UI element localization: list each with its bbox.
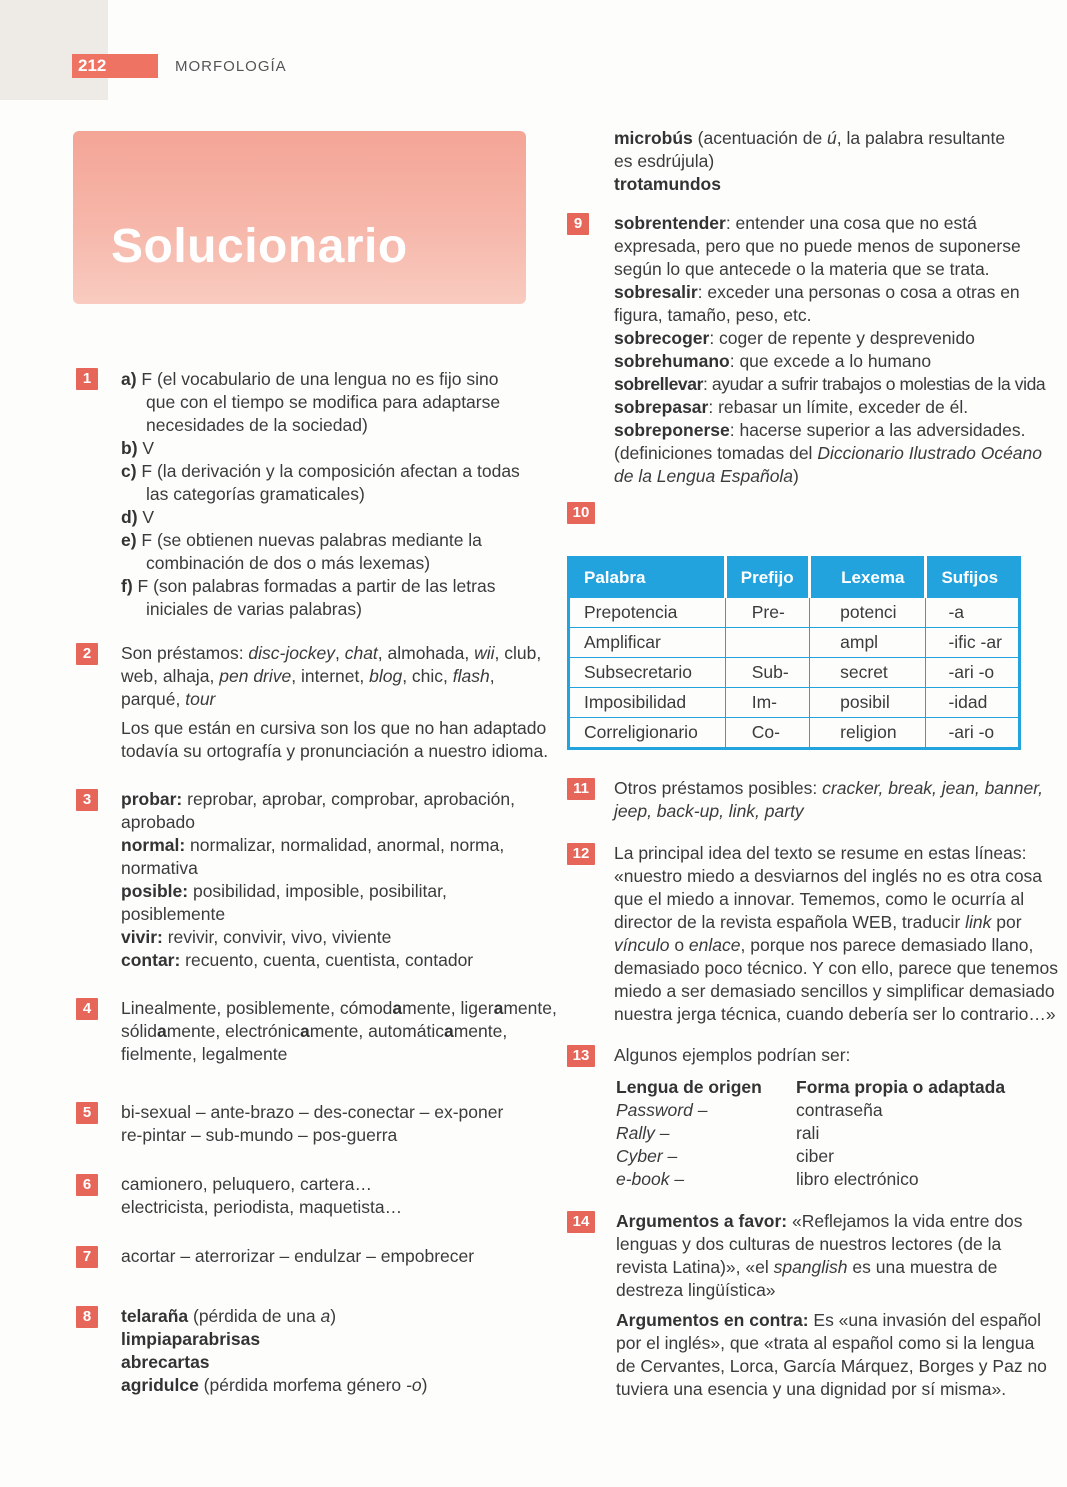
text: mente, — [453, 1021, 508, 1041]
keyword: sobrepasar — [614, 397, 709, 417]
exercise-number-10: 10 — [567, 502, 595, 524]
item-label: a) — [121, 369, 137, 389]
answer-text: F (la derivación y la composición afectan a todas — [136, 461, 520, 481]
text: (pérdida de una — [188, 1306, 321, 1326]
exercise-13 — [614, 1044, 850, 1067]
page-number: 212 — [72, 54, 158, 78]
text: , club, — [494, 643, 542, 663]
item-label: b) — [121, 438, 138, 458]
loanword: wii — [474, 643, 495, 663]
loanword: blog — [369, 666, 403, 686]
text: demasiado poco técnico. Y con ello, parece que tenemos — [614, 958, 1058, 978]
table-cell: -ari -o — [926, 718, 1020, 749]
text: figura, tamaño, peso, etc. — [614, 305, 812, 325]
table-cell: Correligionario — [569, 718, 726, 749]
text: «nuestro miedo a desviarnos del inglés no es otra cosa — [614, 866, 1043, 886]
table-row — [569, 628, 1020, 658]
table-row — [569, 658, 1020, 688]
text: ) — [330, 1306, 337, 1326]
text: bi-sexual – ante-brazo – des-conectar – ex-poner — [121, 1102, 504, 1122]
text: : entender una cosa que no está — [725, 213, 977, 233]
list-item: Cyber – — [616, 1146, 678, 1166]
exercise-14 — [616, 1210, 1047, 1401]
exercise-number-3: 3 — [76, 789, 98, 811]
text: expresada, pero que no puede menos de suponerse — [614, 236, 1021, 256]
text: es una muestra de — [847, 1257, 998, 1277]
text: (pérdida morfema género — [198, 1375, 407, 1395]
exercise-number-12: 12 — [567, 843, 595, 865]
table-cell — [725, 628, 809, 658]
text: miedo a ser demasiado sencillos y simplificar demasiado — [614, 981, 1055, 1001]
exercise-number-8: 8 — [76, 1306, 98, 1328]
list-item: ciber — [796, 1146, 834, 1166]
table-cell: Sub- — [725, 658, 809, 688]
table-cell: -ari -o — [926, 658, 1020, 688]
loanword: chat — [344, 643, 378, 663]
text: -o — [406, 1375, 422, 1395]
table-cell: -a — [926, 598, 1020, 628]
keyword: sobrecoger — [614, 328, 710, 348]
text: de Cervantes, Lorca, García Márquez, Borges y Paz no — [616, 1356, 1047, 1376]
answer-text: V — [137, 507, 155, 527]
text: Linealmente, posiblemente, cómod — [121, 998, 393, 1018]
exercise-number-13: 13 — [567, 1045, 595, 1067]
table-cell: -ific -ar — [926, 628, 1020, 658]
answer-text: combinación de dos o más lexemas) — [146, 553, 431, 573]
keyword: sobrehumano — [614, 351, 730, 371]
text: link — [965, 912, 992, 932]
text: por el inglés», que «trata al español como si la lengua — [616, 1333, 1035, 1353]
table-cell: Pre- — [725, 598, 809, 628]
answer-text: las categorías gramaticales) — [146, 484, 365, 504]
text: : rebasar un límite, exceder de él. — [708, 397, 969, 417]
text: ú — [827, 128, 837, 148]
text: es esdrújula) — [614, 151, 715, 171]
text: enlace — [688, 935, 741, 955]
text: ) — [421, 1375, 428, 1395]
list-item: libro electrónico — [796, 1169, 919, 1189]
column-header: Lexema — [810, 558, 926, 598]
section-title: MORFOLOGÍA — [175, 58, 287, 75]
text: a — [320, 1306, 331, 1326]
item-label: d) — [121, 507, 138, 527]
loanword: jeep, back-up, link, party — [614, 801, 804, 821]
text: fielmente, legalmente — [121, 1044, 288, 1064]
text: por — [991, 912, 1022, 932]
exercise-number-5: 5 — [76, 1102, 98, 1124]
exercise-3 — [121, 788, 515, 972]
exercise-1 — [121, 368, 520, 621]
keyword: contar: — [121, 950, 181, 970]
text: normalizar, normalidad, anormal, norma, — [185, 835, 505, 855]
table-cell: religion — [810, 718, 926, 749]
text: , chic, — [402, 666, 453, 686]
text: parqué, — [121, 689, 186, 709]
table-cell: -idad — [926, 688, 1020, 718]
title-banner — [73, 131, 526, 304]
answer-text: F (son palabras formadas a partir de las letras — [132, 576, 496, 596]
exercise-9 — [614, 212, 1045, 488]
list-item: contraseña — [796, 1100, 883, 1120]
answer-text: necesidades de la sociedad) — [146, 415, 368, 435]
loanword: pen drive — [219, 666, 292, 686]
exercise-5 — [121, 1101, 503, 1147]
text: Los que están en cursiva son los que no han adaptado — [121, 718, 547, 738]
table-cell: Imposibilidad — [569, 688, 726, 718]
exercise-number-14: 14 — [567, 1211, 595, 1233]
text: mente, electrónic — [166, 1021, 300, 1041]
list-item: Password – — [616, 1100, 708, 1120]
text: nuestra jerga técnica, cuando debería ser lo contrario…» — [614, 1004, 1056, 1024]
text: ) — [793, 466, 799, 486]
text: mente, liger — [402, 998, 494, 1018]
table-cell: Im- — [725, 688, 809, 718]
table-cell: ampl — [810, 628, 926, 658]
exercise-number-4: 4 — [76, 998, 98, 1020]
exercise-number-11: 11 — [567, 778, 595, 800]
answer-text: que con el tiempo se modifica para adaptarse — [146, 392, 501, 412]
text: según lo que antecede o la materia que se trata. — [614, 259, 990, 279]
text: : coger de repente y desprevenido — [709, 328, 975, 348]
list-item: e-book – — [616, 1169, 685, 1189]
text: posibilidad, imposible, posibilitar, — [188, 881, 447, 901]
keyword: telaraña — [121, 1306, 189, 1326]
text: Algunos ejemplos podrían ser: — [614, 1045, 851, 1065]
origin-column — [616, 1076, 796, 1191]
loanword: disc-jockey — [248, 643, 335, 663]
text: posiblemente — [121, 904, 226, 924]
exercise-2 — [121, 642, 548, 763]
table-cell: Amplificar — [569, 628, 726, 658]
table-cell: Subsecretario — [569, 658, 726, 688]
text: reprobar, aprobar, comprobar, aprobación, — [182, 789, 515, 809]
keyword: sobresalir — [614, 282, 698, 302]
exercise-number-7: 7 — [76, 1246, 98, 1268]
text: vínculo — [614, 935, 670, 955]
answer-text: V — [137, 438, 155, 458]
table-row — [569, 598, 1020, 628]
loanword: tour — [185, 689, 216, 709]
text: sólid — [121, 1021, 157, 1041]
column-header: Lengua de origen — [616, 1077, 762, 1097]
text: : exceder una personas o cosa a otras en — [697, 282, 1020, 302]
keyword: sobreponerse — [614, 420, 730, 440]
highlight: a — [493, 998, 504, 1018]
text: aprobado — [121, 812, 195, 832]
text: (definiciones tomadas del — [614, 443, 818, 463]
text: , porque nos parece demasiado llano, — [740, 935, 1034, 955]
exercise-number-1: 1 — [76, 368, 98, 390]
text: Son préstamos: — [121, 643, 249, 663]
text: , la palabra resultante — [836, 128, 1006, 148]
keyword: Argumentos en contra: — [616, 1310, 809, 1330]
loanword: cracker, break, jean, banner, — [822, 778, 1043, 798]
keyword: Argumentos a favor: — [616, 1211, 788, 1231]
table-cell: Co- — [725, 718, 809, 749]
text: normativa — [121, 858, 198, 878]
exercise-number-9: 9 — [567, 213, 589, 235]
exercise-12 — [614, 842, 1058, 1026]
exercise-8 — [121, 1305, 427, 1397]
highlight: a — [300, 1021, 310, 1041]
text: electricista, periodista, maquetista… — [121, 1197, 403, 1217]
text: web, alhaja, — [121, 666, 220, 686]
column-header: Palabra — [569, 558, 726, 598]
exercise-number-6: 6 — [76, 1174, 98, 1196]
column-header: Prefijo — [725, 558, 809, 598]
text: , internet, — [291, 666, 370, 686]
text: camionero, peluquero, cartera… — [121, 1174, 372, 1194]
adapted-column — [796, 1076, 1005, 1191]
keyword: limpiaparabrisas — [121, 1329, 261, 1349]
table-cell: Prepotencia — [569, 598, 726, 628]
keyword: posible: — [121, 881, 189, 901]
exercise-11 — [614, 777, 1043, 823]
answer-text: F (se obtienen nuevas palabras mediante la — [136, 530, 482, 550]
text: , — [489, 666, 495, 686]
text: acortar – aterrorizar – endulzar – empobrecer — [121, 1246, 475, 1266]
text: Es «una invasión del español — [808, 1310, 1042, 1330]
text: tuviera una esencia y una dignidad por sí misma». — [616, 1379, 1007, 1399]
text: La principal idea del texto se resume en estas líneas: — [614, 843, 1027, 863]
text: : que excede a lo humano — [729, 351, 932, 371]
exercise-7 — [121, 1245, 474, 1268]
text: Otros préstamos posibles: — [614, 778, 823, 798]
text: : hacerse superior a las adversidades. — [729, 420, 1026, 440]
loanword: flash — [452, 666, 490, 686]
exercise-number-2: 2 — [76, 643, 98, 665]
table-cell: secret — [810, 658, 926, 688]
text: director de la revista española WEB, traducir — [614, 912, 966, 932]
column-header: Forma propia o adaptada — [796, 1077, 1006, 1097]
table-cell: posibil — [810, 688, 926, 718]
list-item: Rally – — [616, 1123, 670, 1143]
text: revista Latina)», «el — [616, 1257, 774, 1277]
text: «Reflejamos la vida entre dos — [787, 1211, 1023, 1231]
highlight: a — [157, 1021, 167, 1041]
highlight: a — [392, 998, 403, 1018]
text: re-pintar – sub-mundo – pos-guerra — [121, 1125, 398, 1145]
text: spanglish — [773, 1257, 848, 1277]
text: todavía su ortografía y pronunciación a nuestro idioma. — [121, 741, 549, 761]
text: lenguas y dos culturas de nuestros lectores (de la — [616, 1234, 1002, 1254]
table-cell: potenci — [810, 598, 926, 628]
column-header: Sufijos — [926, 558, 1020, 598]
item-label: e) — [121, 530, 137, 550]
item-label: f) — [121, 576, 133, 596]
keyword: normal: — [121, 835, 186, 855]
text: mente, — [503, 998, 557, 1018]
text: recuento, cuenta, cuentista, contador — [180, 950, 474, 970]
corner-shade — [0, 0, 108, 100]
list-item: rali — [796, 1123, 820, 1143]
text: (acentuación de — [692, 128, 828, 148]
source-title: Diccionario Ilustrado Océano — [817, 443, 1043, 463]
text: : ayudar a sufrir trabajos o molestias de la vida — [703, 374, 1046, 394]
table-row — [569, 718, 1020, 749]
source-title: de la Lengua Española — [614, 466, 794, 486]
keyword: vivir: — [121, 927, 163, 947]
text: revivir, convivir, vivo, viviente — [162, 927, 392, 947]
table-row — [569, 688, 1020, 718]
answer-text: iniciales de varias palabras) — [146, 599, 362, 619]
keyword: microbús — [614, 128, 693, 148]
exercise-6 — [121, 1173, 402, 1219]
text: que el miedo a innovar. Tememos, como le ocurría al — [614, 889, 1025, 909]
keyword: probar: — [121, 789, 183, 809]
exercise-4 — [121, 997, 557, 1066]
keyword: abrecartas — [121, 1352, 210, 1372]
text: , almohada, — [377, 643, 475, 663]
text: , — [334, 643, 345, 663]
text: o — [669, 935, 689, 955]
keyword: sobrellevar — [614, 374, 703, 394]
word-structure-table — [567, 556, 1021, 750]
page-title: Solucionario — [111, 220, 408, 273]
exercise-8-continued — [614, 127, 1005, 196]
answer-text: F (el vocabulario de una lengua no es fijo sino — [136, 369, 499, 389]
keyword: sobrentender — [614, 213, 726, 233]
item-label: c) — [121, 461, 137, 481]
text: mente, automátic — [309, 1021, 444, 1041]
keyword: agridulce — [121, 1375, 199, 1395]
keyword: trotamundos — [614, 174, 721, 194]
text: destreza lingüística» — [616, 1280, 776, 1300]
highlight: a — [443, 1021, 454, 1041]
